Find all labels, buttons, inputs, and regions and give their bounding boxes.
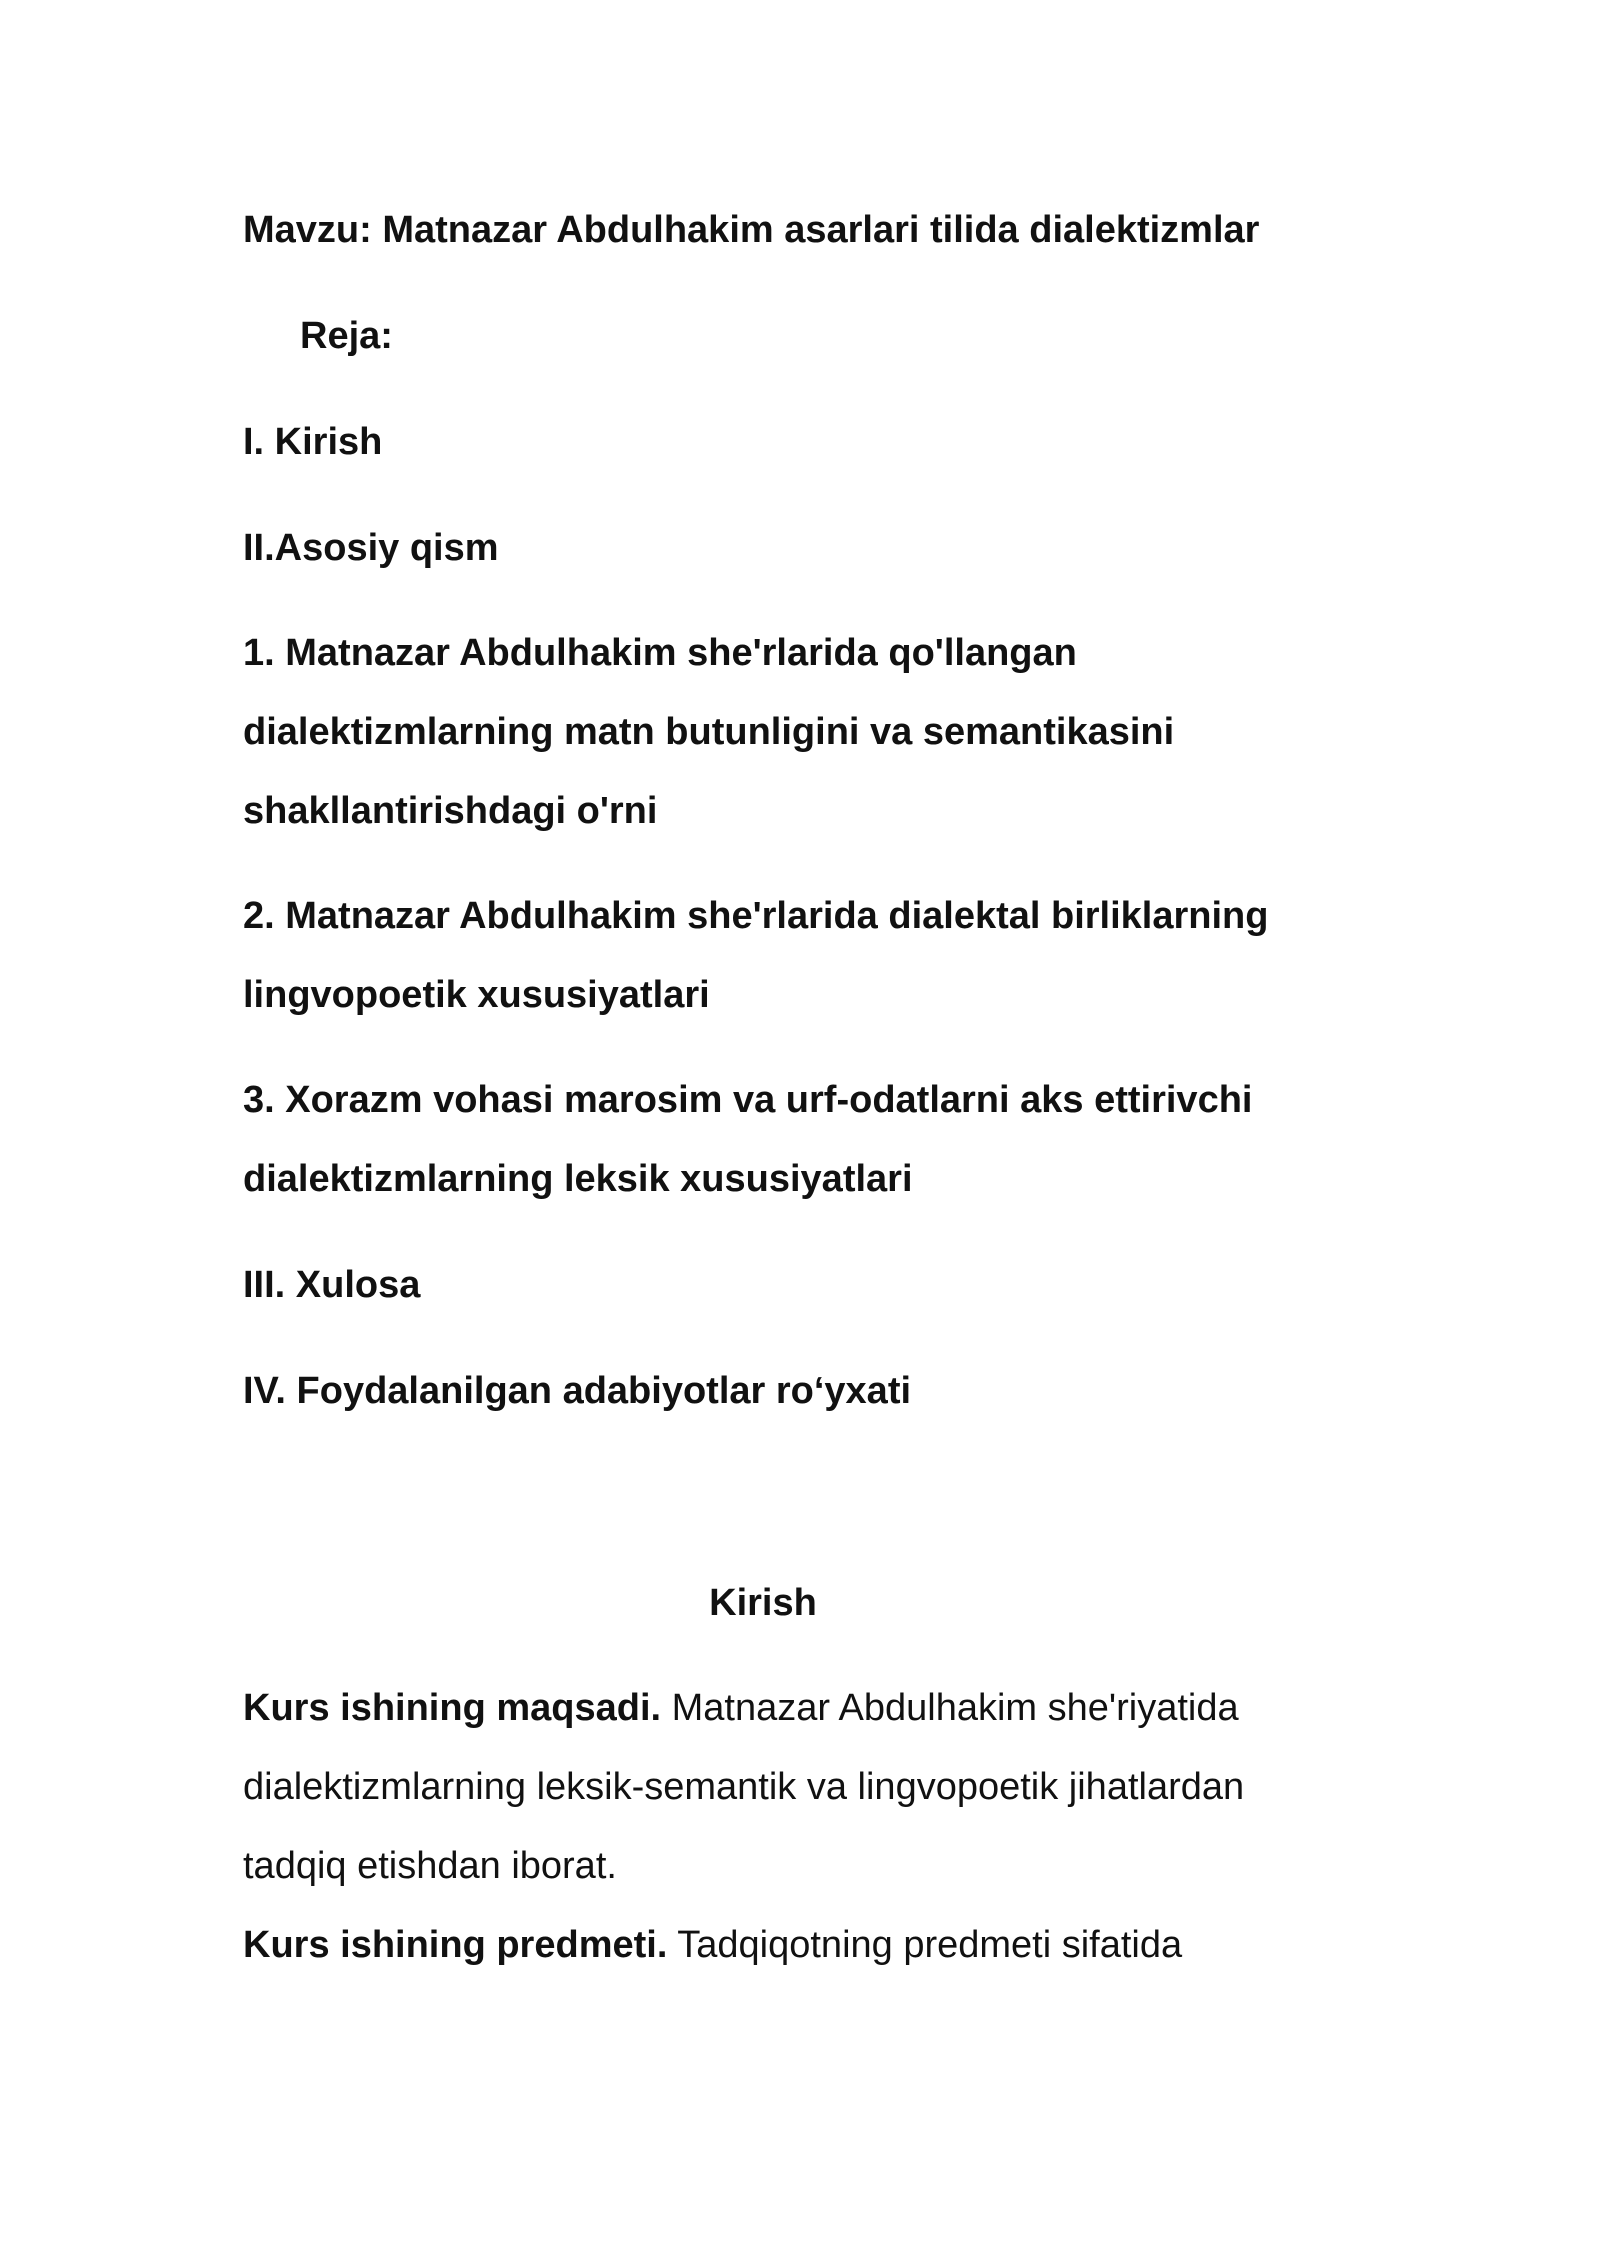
paragraph-goal-lead: Kurs ishining maqsadi. [243,1687,662,1729]
paragraph-subject-text: Tadqiqotning predmeti sifatida [667,1924,1183,1966]
section-heading-intro: Kirish [709,1582,817,1624]
paragraph-goal [243,1669,1323,1906]
document-body [243,190,1363,1985]
plan-item-conclusion: III. Xulosa [243,1264,421,1306]
plan-subitem-2: 2. Matnazar Abdulhakim she'rlarida dialektal birliklarning lingvopoetik xususiyatlari [243,895,1269,1016]
document-title: Mavzu: Matnazar Abdulhakim asarlari tilida dialektizmlar [243,209,1260,251]
plan-item-main-part: II.Asosiy qism [243,527,499,569]
paragraph-subject-lead: Kurs ishining predmeti. [243,1924,668,1966]
plan-subitem-3: 3. Xorazm vohasi marosim va urf-odatlarni aks ettirivchi dialektizmlarning leksik xususiyatlari [243,1079,1253,1200]
plan-heading: Reja: [300,315,393,357]
paragraph-subject [243,1906,1363,1985]
paragraph-goal-text: Matnazar Abdulhakim she'riyatida dialektizmlarning leksik-semantik va lingvopoetik jihatlardan tadqiq etishdan iborat. [243,1687,1245,1887]
section-spacer [243,1457,1363,1563]
plan-item-intro: I. Kirish [243,421,383,463]
plan-subitem-1: 1. Matnazar Abdulhakim she'rlarida qo'llangan dialektizmlarning matn butunligini va semantikasini shakllantirishdagi o'rni [243,632,1175,832]
plan-item-references: IV. Foydalanilgan adabiyotlar ro‘yxati [243,1370,912,1412]
